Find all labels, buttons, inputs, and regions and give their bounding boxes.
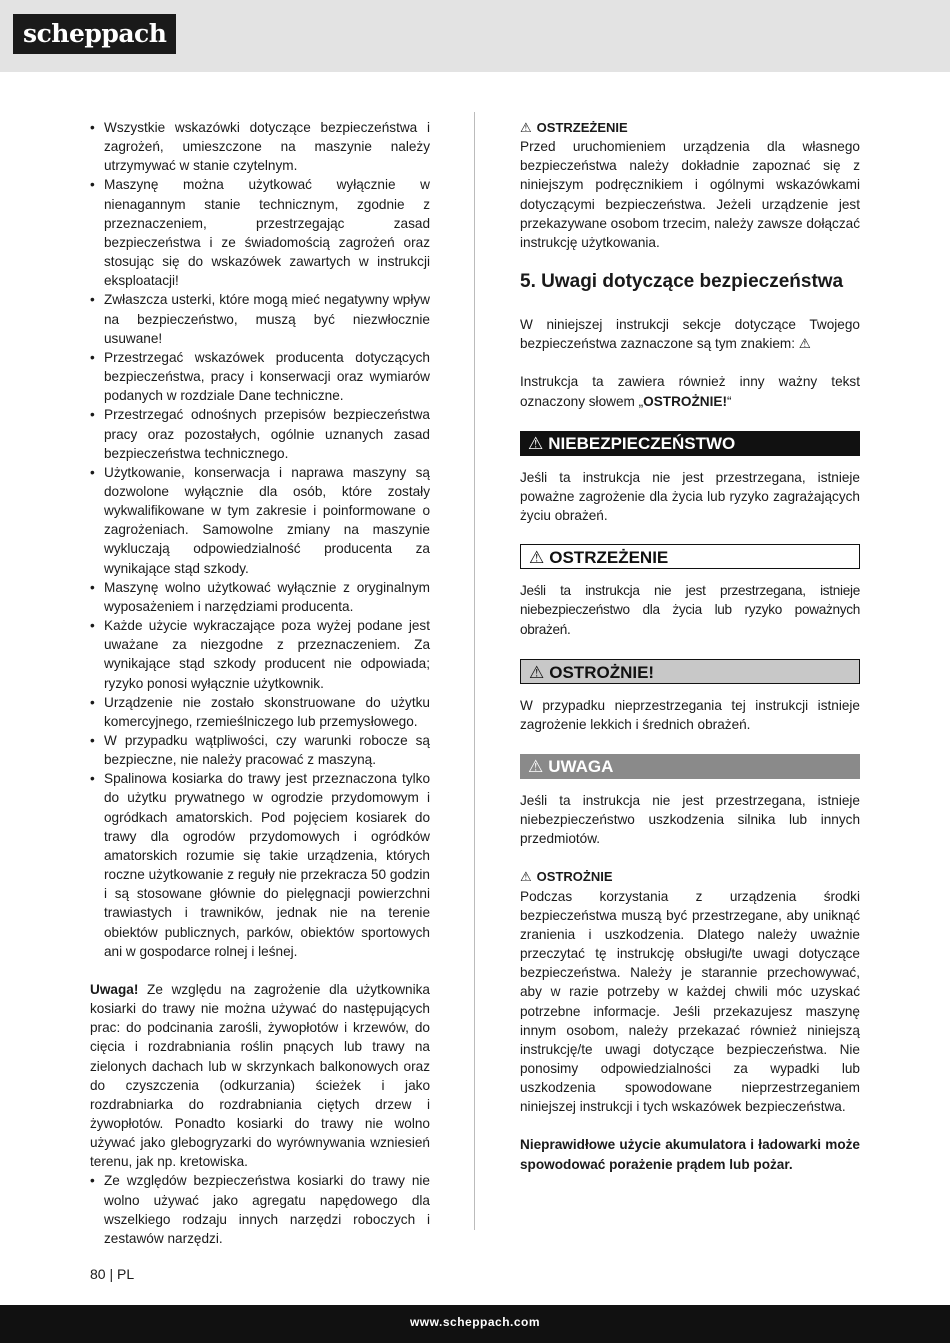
caution-title: OSTROŻNIE! [549,662,655,682]
safety-bullet-list [90,118,430,961]
warning-triangle-icon: ⚠ [528,433,544,453]
caution-text: W przypadku nieprzestrzegania tej instrukcji istnieje zagrożenie lekkich i średnich obrażeń. [520,697,860,732]
bullet-item: • Każde użycie wykraczające poza wyżej podane jest uważane za niezgodne z przeznaczeniem. Za wynikające stąd szkody producent nie odpowiada; ryzyko ponosi wyłącznie użytkownik. [90,616,430,693]
warning-box [520,544,860,569]
warning-triangle-icon: ⚠ [520,869,532,885]
bullet-item: • Urządzenie nie zostało skonstruowane do użytku komercyjnego, rzemieślniczego lub przemysłowego. [90,693,430,731]
danger-box [520,431,860,456]
notice-box [520,754,860,779]
ostroznie-text: Podczas korzystania z urządzenia środki bezpieczeństwa muszą być przestrzegane, aby uniknąć zranienia i uszkodzenia. Dlatego należy uważnie przeczytać tę instrukcję obsługi/te uwagi dotyczące bezpieczeństwa. Należy je starannie przechowywać, aby w razie potrzeby w każdej chwili móc uzyskać potrzebne informacje. Jeśli przekazujesz maszynę innym osobom, należy przekazać również niniejszą instrukcję/te uwagi dotyczące bezpieczeństwa. Nie ponosimy odpowiedzialności za wypadki lub uszkodzenia spowodowane nieprzestrzeganiem niniejszej instrukcji i tych wskazówek bezpieczeństwa. [520,888,860,1115]
ostroznie-heading-text: OSTROŻNIE [536,869,613,885]
warning-box-text: Jeśli ta instrukcja nie jest przestrzegana, istnieje niebezpieczeństwo dla życia lub ryzyko poważnych obrażeń. [520,583,860,637]
notice-text: Jeśli ta instrukcja nie jest przestrzegana, istnieje niebezpieczeństwo uszkodzenia silnika lub innych przedmiotów. [520,792,860,847]
ostroznie-heading [520,867,860,886]
notice-title: UWAGA [548,756,614,776]
left-column [90,118,430,1248]
intro-paragraph-2 [520,372,860,410]
intro-paragraph-1: W niniejszej instrukcji sekcje dotyczące Twojego bezpieczeństwa zaznaczone są tym znakiem: ⚠ [520,317,860,352]
bullet-item: • Wszystkie wskazówki dotyczące bezpieczeństwa i zagrożeń, umieszczone na maszynie należy utrzymywać w stanie czytelnym. [90,118,430,175]
uwaga-text: Ze względu na zagrożenie dla użytkownika kosiarki do trawy nie można używać do następujących prac: do podcinania zarośli, żywopłotów i krzewów, do cięcia i rozdrabniania roślin pnących lub trawy na zielonych dachach lub w skrzynkach balkonowych oraz do czyszczenia (odkurzania) ścieżek i jako rozdrabniarka do rozdrabniania ciętych drzew i żywopłotów. Ponadto kosiarki do trawy nie wolno używać jako glebogryzarki do wyrównywania wzniesień terenu, jak np. kretowiska. [90,981,430,1170]
bullet-item: • Maszynę można użytkować wyłącznie w nienagannym stanie technicznym, zgodnie z przeznaczeniem, przestrzegając zasad bezpieczeństwa i ze świadomością zagrożeń oraz stosując się do wskazówek zawartych w instrukcji eksploatacji! [90,175,430,290]
intro2-post: “ [726,393,732,409]
scheppach-logo: scheppach [13,14,176,54]
danger-title: NIEBEZPIECZEŃSTWO [548,433,736,453]
bullet-item: • W przypadku wątpliwości, czy warunki robocze są bezpieczne, nie należy pracować z maszyną. [90,731,430,769]
caution-box [520,659,860,684]
uwaga-label: Uwaga! [90,981,139,997]
safety-bullet-list-2 [90,1171,430,1248]
warning-title: OSTRZEŻENIE [549,548,669,568]
warning-triangle-icon: ⚠ [529,548,545,568]
right-column [520,118,860,1174]
battery-warning: Nieprawidłowe użycie akumulatora i ładowarki może spowodować porażenie prądem lub pożar. [520,1137,860,1172]
bullet-item: • Przestrzegać wskazówek producenta dotyczących bezpieczeństwa, pracy i konserwacji oraz wymiarów podanych w rozdziale Dane techniczne. [90,348,430,405]
warning-text: Przed uruchomieniem urządzenia dla własnego bezpieczeństwa należy dokładnie zapoznać się z niniejszym podręcznikiem i ogólnymi wskazówkami dotyczącymi bezpieczeństwa. Jeżeli urządzenie jest przekazywane osobom trzecim, należy zawsze dołączać instrukcję użytkowania. [520,139,860,250]
bullet-item: • Przestrzegać odnośnych przepisów bezpieczeństwa pracy oraz pozostałych, ogólnie uznanych zasad bezpieczeństwa technicznego. [90,405,430,462]
page-number: 80 | PL [90,1266,135,1282]
uwaga-paragraph [90,980,430,1172]
bullet-item: • Maszynę wolno użytkować wyłącznie z oryginalnym wyposażeniem i narzędziami producenta. [90,578,430,616]
warning-triangle-icon: ⚠ [528,756,544,776]
warning-triangle-icon: ⚠ [529,662,545,682]
warning-heading [520,118,860,137]
footer-bar [0,1305,950,1343]
bullet-item: • Spalinowa kosiarka do trawy jest przeznaczona tylko do użytku prywatnego w ogrodzie przydomowym i ogródkach amatorskich. Pod pojęciem kosiarek do trawy dla ogrodów przydomowych i ogródków amatorskich rozumie się takie urządzenia, których roczne użytkowanie z reguły nie przekracza 50 godzin i są stosowane głównie do pielęgnacji powierzchni trawiastych i trawników, jednak nie na terenie obiektów publicznych, parków, obiektów sportowych ani w gospodarce rolnej i leśnej. [90,769,430,961]
column-divider [474,112,475,1230]
bullet-item: • Użytkowanie, konserwacja i naprawa maszyny są dozwolone wyłącznie dla osób, które zostały wykwalifikowane w tym zakresie i poinformowane o zagrożeniach. Samowolne zmiany na maszynie wykluczają odpowiedzialność producenta za wynikające stąd szkody. [90,463,430,578]
intro2-bold: OSTROŻNIE! [643,393,727,409]
warning-triangle-icon: ⚠ [520,120,532,135]
bullet-item: • Zwłaszcza usterki, które mogą mieć negatywny wpływ na bezpieczeństwo, muszą być niezwłocznie usuwane! [90,290,430,347]
danger-text: Jeśli ta instrukcja nie jest przestrzegana, istnieje poważne zagrożenie dla życia lub ryzyko zagrażających życiu obrażeń. [520,469,860,524]
bullet-item: • Ze względów bezpieczeństwa kosiarki do trawy nie wolno używać jako agregatu napędowego dla wszelkiego rodzaju innych narzędzi roboczych i zestawów narzędzi. [90,1171,430,1248]
page-header [0,0,950,72]
section-title: 5. Uwagi dotyczące bezpieczeństwa [520,271,844,293]
warning-heading-text: OSTRZEŻENIE [536,120,628,135]
website-url: www.scheppach.com [409,1315,541,1329]
intro2-pre: Instrukcja ta zawiera również inny ważny tekst oznaczony słowem „ [520,374,860,409]
